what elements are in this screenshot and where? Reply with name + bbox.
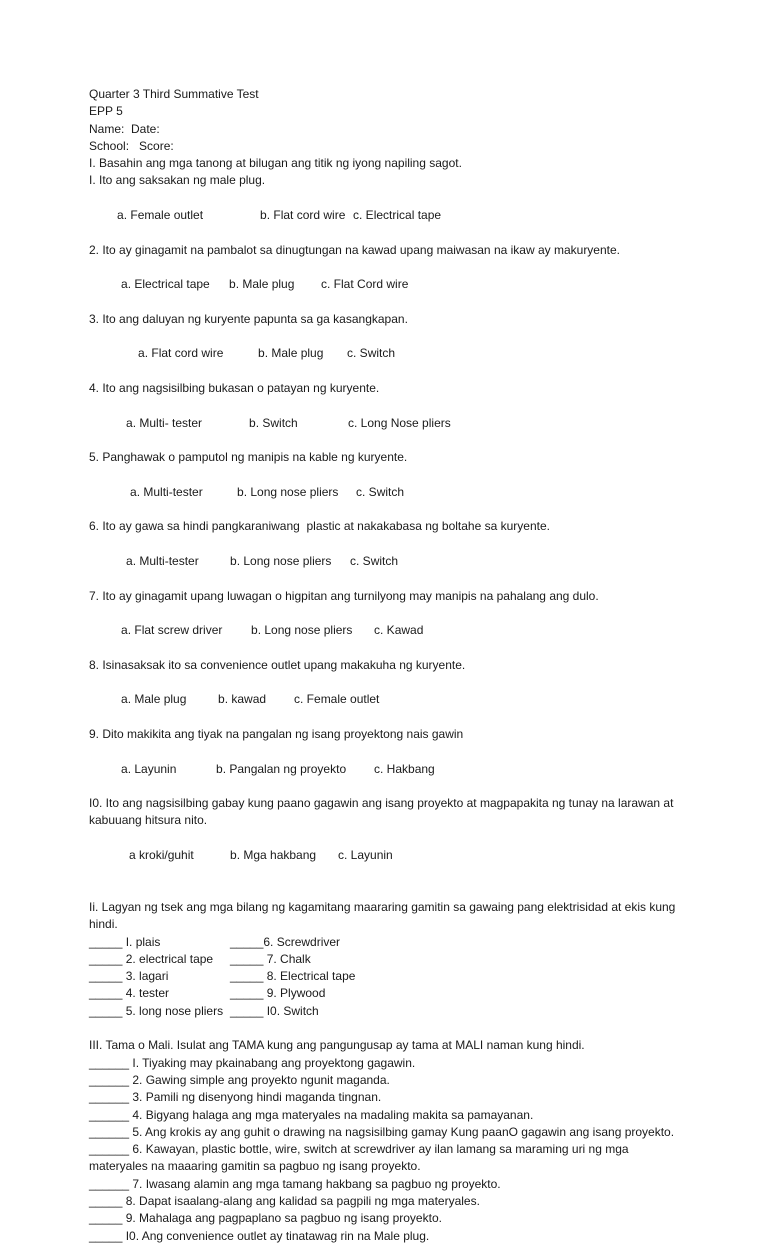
- choice-b[interactable]: b. Flat cord wire: [260, 208, 346, 223]
- subject-label: EPP 5: [89, 104, 123, 119]
- part2-list: [89, 934, 689, 1020]
- part1-instruction: I. Basahin ang mga tanong at bilugan ang titik ng iyong napiling sagot.: [89, 156, 462, 171]
- choices-5: [89, 467, 689, 519]
- true-false-item[interactable]: ______ 5. Ang krokis ay ang guhit o drawing na nagsisilbing gamay Kung paanO gagawin ang isang proyekto.: [89, 1124, 675, 1139]
- list-item: [89, 968, 689, 985]
- true-false-item[interactable]: _____ 9. Mahalaga ang pagpaplano sa pagbuo ng isang proyekto.: [89, 1211, 442, 1226]
- true-false-item[interactable]: _____ I0. Ang convenience outlet ay tinatawag rin na Male plug.: [89, 1228, 430, 1243]
- choice-a[interactable]: a. Female outlet: [117, 208, 204, 223]
- choice-c[interactable]: c. Layunin: [338, 848, 393, 863]
- choice-c[interactable]: c. Female outlet: [294, 692, 380, 707]
- choice-a[interactable]: a. Electrical tape: [121, 277, 210, 292]
- choice-a[interactable]: a. Layunin: [121, 761, 177, 776]
- choices-2: [89, 259, 689, 311]
- choice-b[interactable]: b. Long nose pliers: [237, 484, 339, 499]
- question-2: 2. Ito ay ginagamit na pambalot sa dinugtungan na kawad upang maiwasan na ikaw ay makuryente.: [89, 242, 620, 257]
- choice-b[interactable]: b. Male plug: [229, 277, 295, 292]
- check-item-right[interactable]: _____ I0. Switch: [230, 1003, 319, 1018]
- true-false-item[interactable]: ______ 6. Kawayan, plastic bottle, wire, switch at screwdriver ay ilan lamang sa maraming uri ng mga materyales na maaaring gamitin sa pagbuo ng isang proyekto.: [89, 1142, 629, 1174]
- choice-c[interactable]: c. Switch: [347, 346, 396, 361]
- choice-c[interactable]: c. Switch: [356, 484, 405, 499]
- test-title: Quarter 3 Third Summative Test: [89, 87, 259, 101]
- check-item-left[interactable]: _____ 3. lagari: [89, 969, 169, 984]
- list-item: [89, 985, 689, 1002]
- name-date-line: Name: Date:: [89, 121, 160, 136]
- choice-c[interactable]: c. Electrical tape: [353, 208, 442, 223]
- choices-7: [89, 605, 689, 657]
- choice-a[interactable]: a. Flat cord wire: [138, 346, 224, 361]
- check-item-left[interactable]: _____ 4. tester: [89, 986, 170, 1001]
- true-false-item[interactable]: ______ 3. Pamili ng disenyong hindi maganda tingnan.: [89, 1090, 382, 1105]
- choices-10: [89, 830, 689, 882]
- test-content: [89, 86, 689, 1245]
- choice-c[interactable]: c. Flat Cord wire: [321, 277, 409, 292]
- choice-c[interactable]: c. Long Nose pliers: [348, 415, 451, 430]
- choice-a[interactable]: a. Male plug: [121, 692, 187, 707]
- choice-b[interactable]: b. Long nose pliers: [251, 623, 353, 638]
- choices-3: [89, 328, 689, 380]
- question-3: 3. Ito ang daluyan ng kuryente papunta sa ga kasangkapan.: [89, 311, 408, 326]
- check-item-left[interactable]: _____ 2. electrical tape: [89, 951, 214, 966]
- choice-c[interactable]: c. Hakbang: [374, 761, 435, 776]
- choices-8: [89, 674, 689, 726]
- choices-6: [89, 536, 689, 588]
- check-item-right[interactable]: _____ 7. Chalk: [230, 951, 311, 966]
- section-gap: [89, 1020, 689, 1037]
- section-gap: [89, 882, 689, 899]
- true-false-item[interactable]: ______ I. Tiyaking may pkainabang ang proyektong gagawin.: [89, 1055, 416, 1070]
- check-item-left[interactable]: _____ I. plais: [89, 934, 161, 949]
- check-item-right[interactable]: _____ 8. Electrical tape: [230, 969, 356, 984]
- true-false-item[interactable]: ______ 4. Bigyang halaga ang mga materyales na madaling makita sa pamayanan.: [89, 1107, 534, 1122]
- true-false-item[interactable]: ______ 2. Gawing simple ang proyekto ngunit maganda.: [89, 1072, 390, 1087]
- list-item: [89, 951, 689, 968]
- choice-c[interactable]: c. Switch: [350, 554, 399, 569]
- choice-a[interactable]: a. Flat screw driver: [121, 623, 223, 638]
- choice-b[interactable]: b. Switch: [249, 415, 298, 430]
- choice-a[interactable]: a. Multi-tester: [126, 554, 199, 569]
- choices-9: [89, 743, 689, 795]
- part2-instruction: Ii. Lagyan ng tsek ang mga bilang ng kagamitang maararing gamitin sa gawaing pang elektrisidad at ekis kung hindi.: [89, 899, 676, 932]
- list-item: [89, 1003, 689, 1020]
- check-item-left[interactable]: _____ 5. long nose pliers: [89, 1003, 224, 1018]
- school-score-line: School: Score:: [89, 138, 174, 153]
- question-5: 5. Panghawak o pamputol ng manipis na kable ng kuryente.: [89, 450, 408, 465]
- choice-c[interactable]: c. Kawad: [374, 623, 424, 638]
- list-item: [89, 934, 689, 951]
- question-9: 9. Dito makikita ang tiyak na pangalan ng isang proyektong nais gawin: [89, 726, 464, 741]
- question-7: 7. Ito ay ginagamit upang luwagan o higpitan ang turnilyong may manipis na pahalang ang dulo.: [89, 588, 599, 603]
- question-10: I0. Ito ang nagsisilbing gabay kung paano gagawin ang isang proyekto at magpapakita ng tunay na larawan at kabuuang hitsura nito.: [89, 796, 674, 828]
- choice-a[interactable]: a. Multi-tester: [130, 484, 203, 499]
- question-1: I. Ito ang saksakan ng male plug.: [89, 173, 266, 188]
- question-6: 6. Ito ay gawa sa hindi pangkaraniwang plastic at nakakabasa ng boltahe sa kuryente.: [89, 519, 550, 534]
- choices-4: [89, 397, 689, 449]
- true-false-item[interactable]: _____ 8. Dapat isaalang-alang ang kalidad sa pagpili ng mga materyales.: [89, 1194, 480, 1208]
- choice-b[interactable]: b. Male plug: [258, 346, 324, 361]
- choice-a[interactable]: a. Multi- tester: [126, 415, 203, 430]
- check-item-right[interactable]: _____ 9. Plywood: [230, 986, 326, 1001]
- choice-b[interactable]: b. Mga hakbang: [230, 848, 317, 863]
- true-false-item[interactable]: ______ 7. Iwasang alamin ang mga tamang hakbang sa pagbuo ng proyekto.: [89, 1176, 501, 1191]
- choice-b[interactable]: b. kawad: [218, 692, 267, 707]
- choices-1: [89, 190, 689, 242]
- question-4: 4. Ito ang nagsisilbing bukasan o patayan ng kuryente.: [89, 381, 380, 396]
- choice-b[interactable]: b. Pangalan ng proyekto: [216, 761, 347, 776]
- part3-instruction: III. Tama o Mali. Isulat ang TAMA kung ang pangungusap ay tama at MALI naman kung hindi.: [89, 1038, 585, 1053]
- choice-a[interactable]: a kroki/guhit: [129, 848, 194, 863]
- check-item-right[interactable]: _____6. Screwdriver: [230, 934, 341, 949]
- choice-b[interactable]: b. Long nose pliers: [230, 554, 332, 569]
- question-8: 8. Isinasaksak ito sa convenience outlet upang makakuha ng kuryente.: [89, 657, 466, 672]
